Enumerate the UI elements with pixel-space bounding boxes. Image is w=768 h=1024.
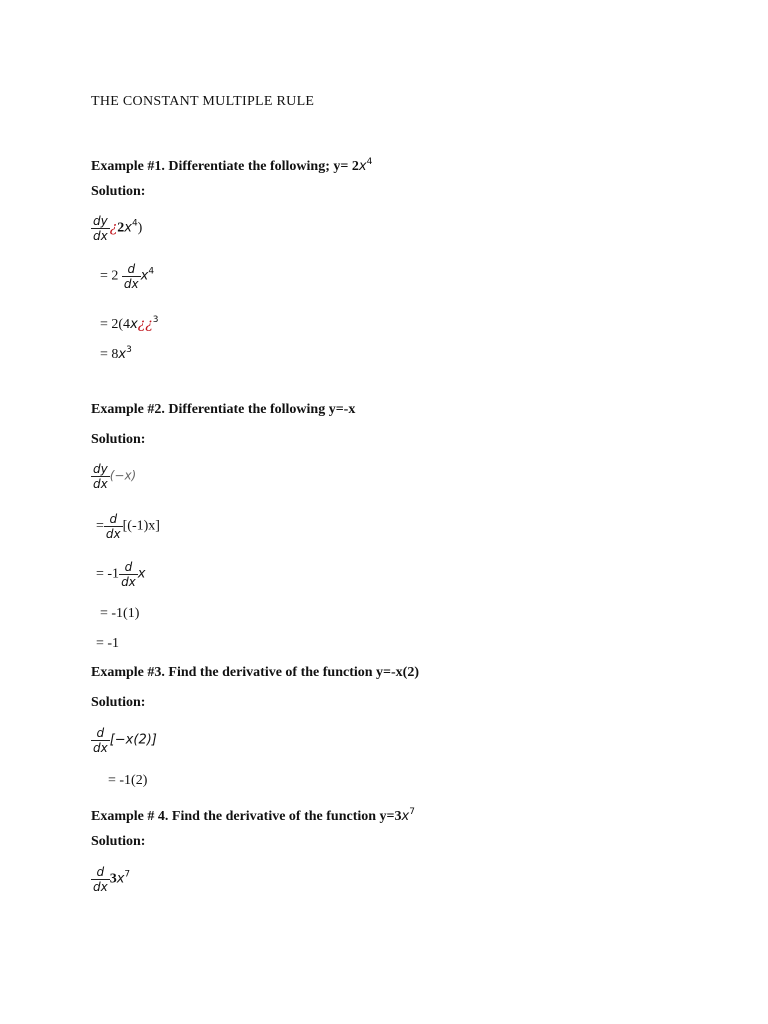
fraction-numerator: dy [93, 214, 108, 228]
example-1-step2-pre: = 2 [100, 268, 119, 284]
example-2-step2-post: [(-1)x] [122, 518, 160, 534]
example-4-prompt-exp: 7 [409, 807, 415, 817]
fraction-numerator: d [91, 726, 110, 741]
example-4-line-1 [91, 865, 130, 894]
fraction-numerator: d [91, 865, 110, 880]
example-2-line-3 [96, 560, 145, 589]
example-4-solution-label: Solution: [91, 834, 146, 849]
example-1-line-1 [91, 214, 142, 243]
fraction-denominator: dx [93, 880, 108, 894]
example-1-prompt-text: Example #1. Differentiate the following; y= 2 [91, 159, 359, 174]
example-1-coef: 2 [117, 220, 125, 236]
example-2-step3-pre: = -1 [96, 566, 120, 582]
example-2-prompt: Example #2. Differentiate the following y=-x [91, 402, 356, 417]
example-1-step4-pre: = 8 [100, 347, 119, 362]
example-3-line-1 [91, 726, 157, 755]
example-2-solution-label: Solution: [91, 432, 146, 447]
fraction-denominator: dx [105, 527, 121, 541]
example-4-prompt-var: x [401, 809, 410, 824]
fraction-denominator: dx [93, 477, 108, 491]
example-4-prompt [91, 804, 415, 825]
example-2-line-5: = -1 [96, 636, 120, 651]
example-1-step3-var: x [130, 317, 138, 332]
example-4-exp: 7 [124, 869, 131, 880]
fraction-numerator: d [119, 560, 138, 575]
example-1-prompt-var: x [358, 159, 367, 174]
fraction-denominator: dx [93, 229, 108, 243]
example-1-step3-symbol: ¿¿ [137, 316, 153, 332]
example-1-prompt-exp: 4 [366, 157, 373, 167]
example-1-fraction [91, 214, 110, 243]
example-3-solution-label: Solution: [91, 695, 146, 710]
fraction-denominator: dx [93, 741, 108, 755]
example-1-line-2 [100, 262, 154, 291]
example-1-step4-exp: 3 [126, 345, 132, 355]
page-title: THE CONSTANT MULTIPLE RULE [91, 94, 315, 109]
example-2-step2-pre: = [96, 518, 104, 534]
example-2-step3-var: x [137, 566, 146, 582]
example-1-solution-label: Solution: [91, 184, 146, 199]
fraction-numerator: dy [93, 462, 108, 476]
fraction-denominator: dx [121, 575, 136, 589]
example-2-expr: (−x) [109, 468, 137, 483]
example-3-expr: [−x(2)] [109, 732, 157, 748]
example-1-close: ) [137, 220, 143, 236]
example-4-var: x [116, 871, 125, 887]
example-4-prompt-text: Example # 4. Find the derivative of the function y=3 [91, 809, 402, 824]
example-2-line-2 [96, 512, 160, 541]
example-1-step4-var: x [118, 347, 127, 362]
example-4-coef: 3 [109, 871, 117, 887]
example-3-fraction [91, 726, 110, 755]
example-1-symbol: ¿ [109, 219, 118, 236]
example-1-prompt [91, 154, 372, 175]
example-1-line-3 [100, 312, 159, 333]
example-2-line-1 [91, 462, 136, 491]
example-3-prompt: Example #3. Find the derivative of the function y=-x(2) [91, 665, 420, 680]
example-2-line-4: = -1(1) [100, 606, 140, 621]
example-1-step3-pre: = 2(4 [100, 317, 131, 332]
example-1-var: x [124, 220, 132, 236]
example-1-step2-var: x [140, 268, 149, 284]
example-4-fraction [91, 865, 110, 894]
fraction-numerator: d [122, 262, 141, 277]
example-2-step2-fraction [104, 512, 123, 541]
example-1-exp: 4 [131, 218, 138, 229]
example-3-line-2: = -1(2) [108, 773, 148, 788]
example-2-step3-fraction [119, 560, 138, 589]
fraction-numerator: d [104, 512, 123, 527]
example-1-step2-fraction [122, 262, 141, 291]
example-1-step3-exp: 3 [152, 315, 159, 325]
example-1-step2-exp: 4 [148, 266, 155, 277]
example-2-fraction [91, 462, 110, 491]
fraction-denominator: dx [123, 277, 139, 291]
example-1-line-4 [100, 342, 132, 363]
